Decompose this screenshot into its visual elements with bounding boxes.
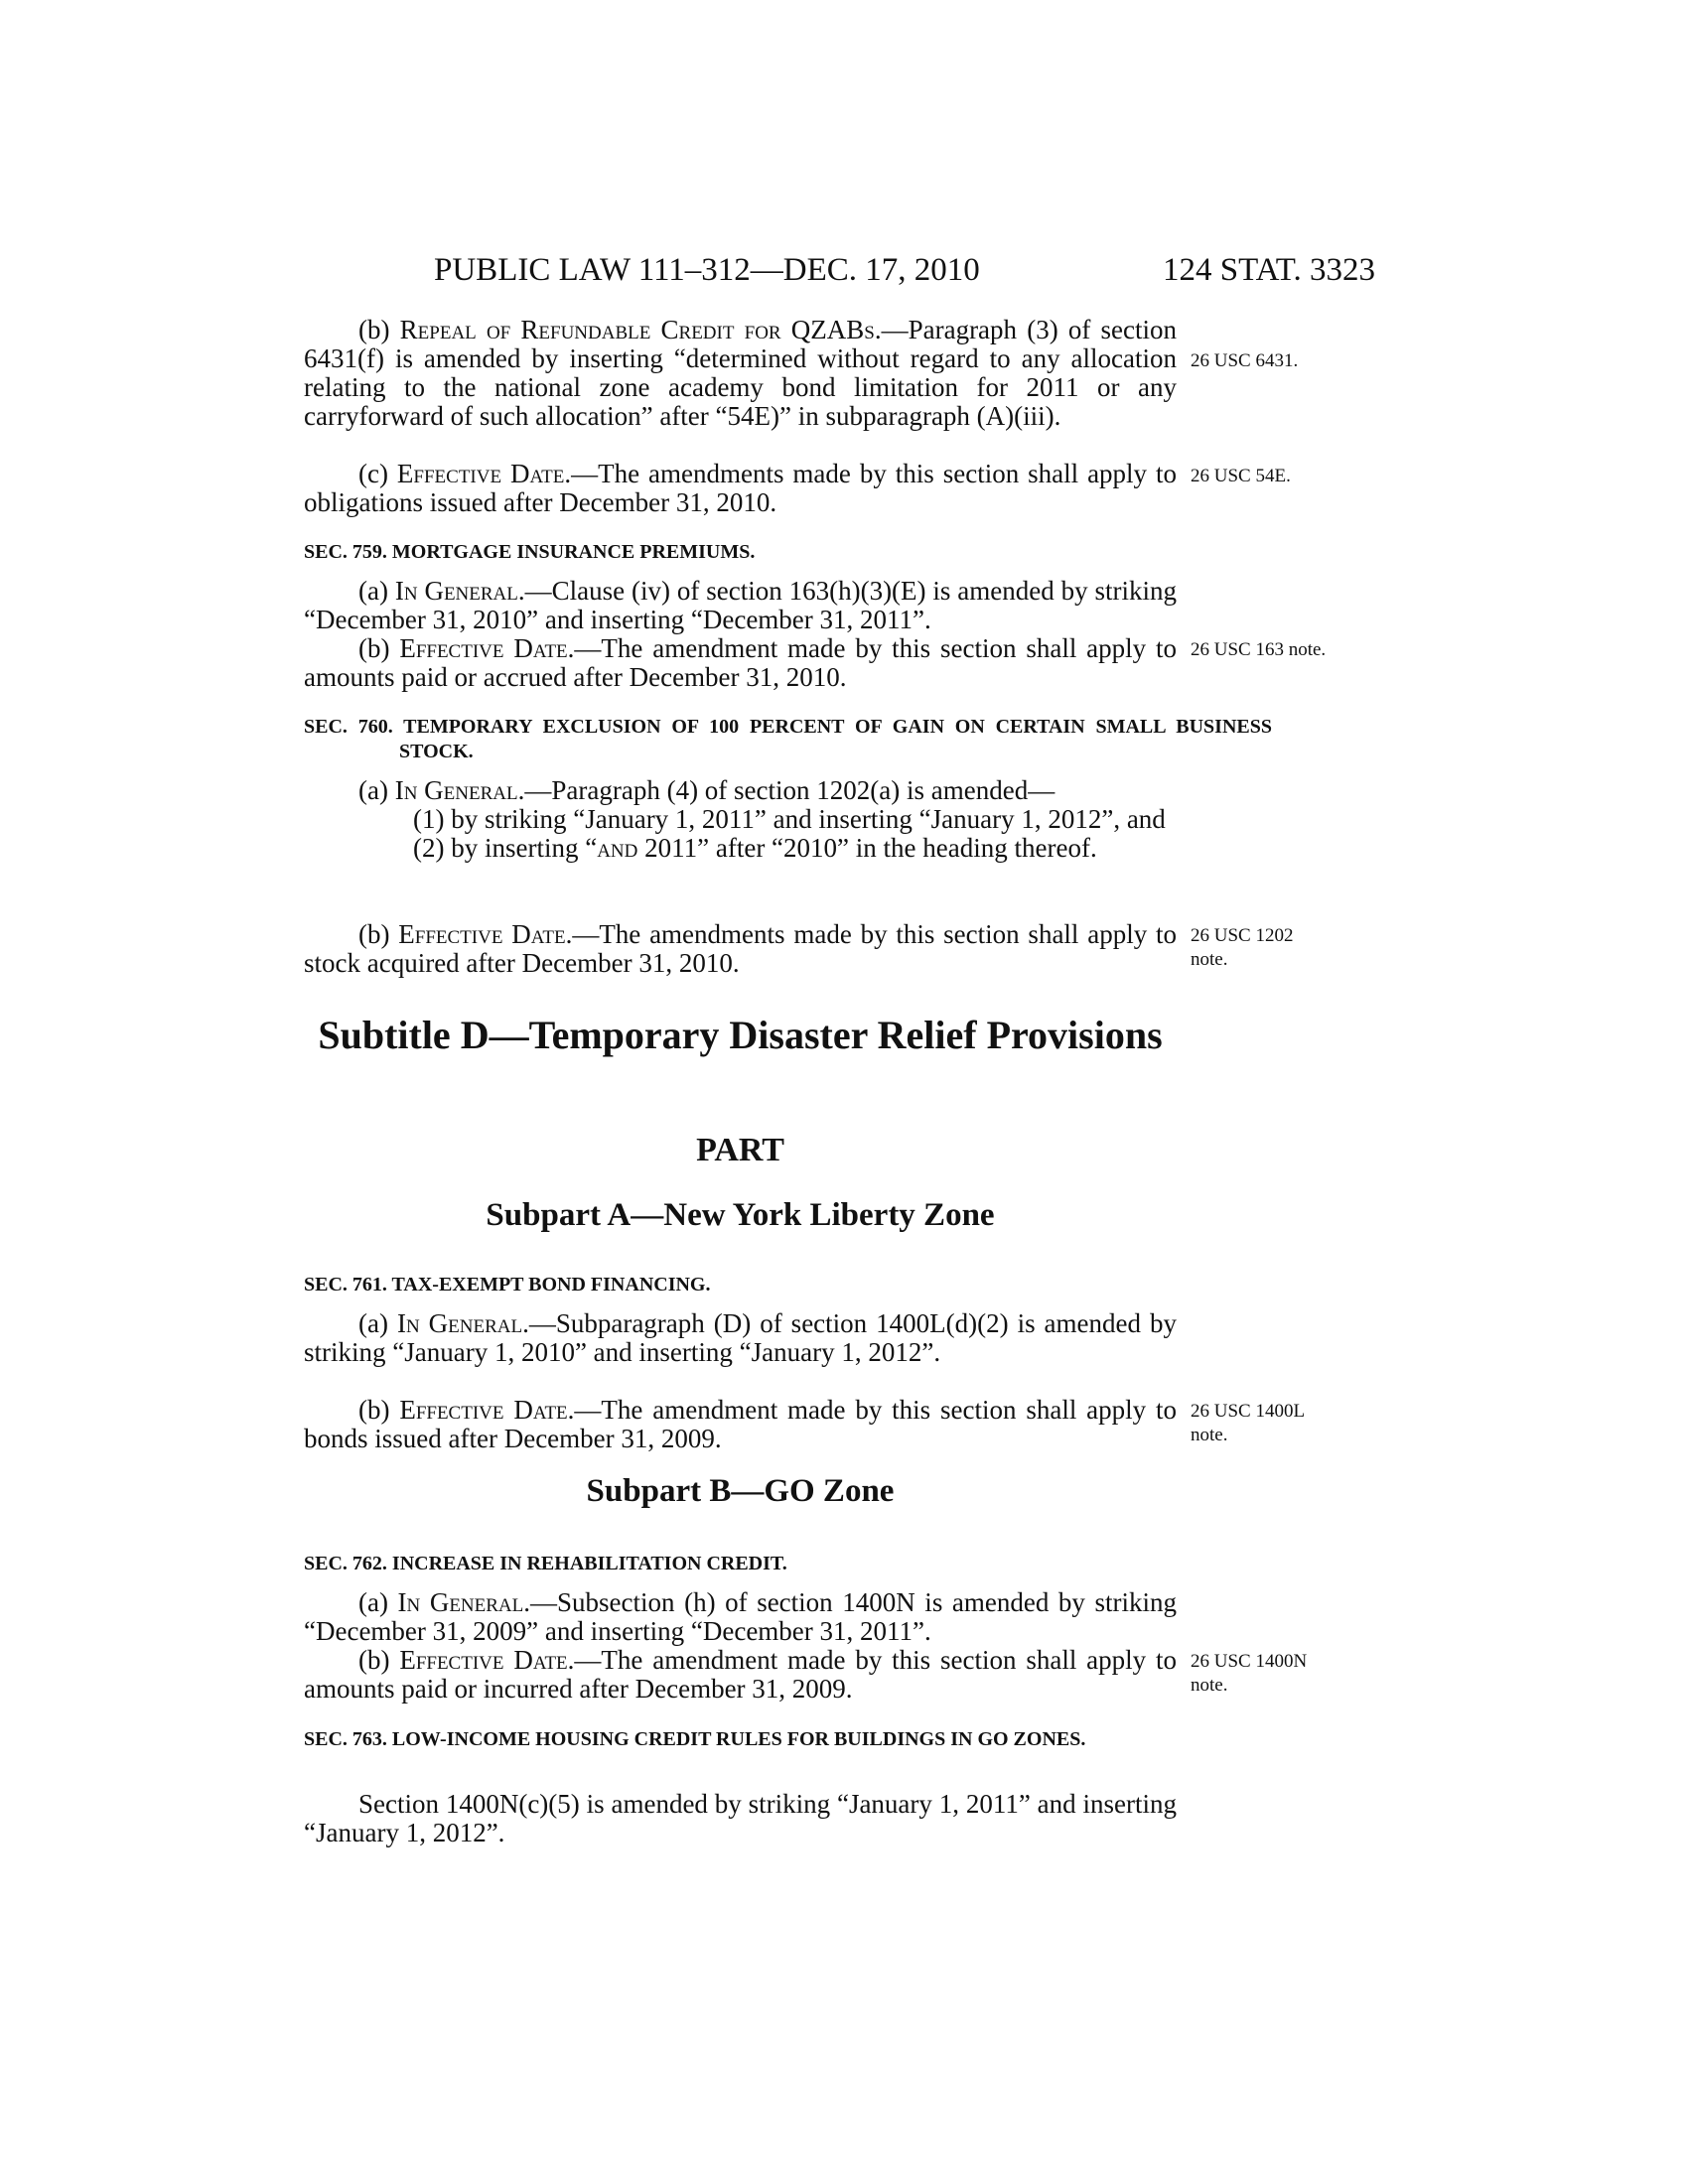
sec761-a-paragraph: (a) In General.—Subparagraph (D) of section 1400L(d)(2) is amended by striking “January 1, 2010” and inserting “January 1, 2012”. — [304, 1308, 1177, 1367]
sec760-b-paragraph: (b) Effective Date.—The amendments made by this section shall apply to stock acquired after December 31, 2010. — [304, 919, 1177, 978]
margin-note-6431: 26 USC 6431. — [1191, 350, 1299, 371]
list-item: (1) by striking “January 1, 2011” and inserting “January 1, 2012”, and — [413, 804, 1166, 834]
subpart-b-heading: Subpart B—GO Zone — [586, 1473, 895, 1509]
running-header — [434, 252, 1375, 292]
subsection-heading: In General — [397, 1587, 524, 1617]
subsection-heading: Repeal of Refundable Credit for QZABs — [399, 315, 875, 344]
list-item: (2) by inserting “and 2011” after “2010” in the heading thereof. — [413, 833, 1097, 863]
subsection-heading: Effective Date — [398, 919, 566, 949]
section-heading-759: SEC. 759. MORTGAGE INSURANCE PREMIUMS. — [304, 541, 756, 563]
section-heading-762: SEC. 762. INCREASE IN REHABILITATION CREDIT. — [304, 1553, 787, 1574]
sec762-b-paragraph: (b) Effective Date.—The amendment made by this section shall apply to amounts paid or incurred after December 31, 2009. — [304, 1645, 1178, 1704]
margin-note-1202: 26 USC 1202 note. — [1191, 925, 1294, 970]
subsection-heading: In General — [394, 775, 518, 805]
sec762-a-paragraph: (a) In General.—Subsection (h) of section 1400N is amended by striking “December 31, 2009” and inserting “December 31, 2011”. — [304, 1587, 1177, 1646]
section-heading-763: SEC. 763. LOW-INCOME HOUSING CREDIT RULES FOR BUILDINGS IN GO ZONES. — [304, 1728, 1086, 1750]
section-heading-760: SEC. 760. TEMPORARY EXCLUSION OF 100 PERCENT OF GAIN ON CERTAIN SMALL BUSINESS STOCK. — [304, 716, 1272, 762]
section-heading-761: SEC. 761. TAX-EXEMPT BOND FINANCING. — [304, 1274, 711, 1296]
subsection-heading: Effective Date — [396, 459, 565, 488]
subsection-heading: In General — [394, 576, 518, 606]
margin-note-54e: 26 USC 54E. — [1191, 466, 1291, 486]
subtitle-heading: Subtitle D—Temporary Disaster Relief Provisions — [318, 1013, 1163, 1057]
part-heading: PART — [696, 1132, 784, 1168]
subpart-a-heading: Subpart A—New York Liberty Zone — [486, 1197, 995, 1233]
header-title: PUBLIC LAW 111–312—DEC. 17, 2010 — [434, 252, 980, 288]
sec759-b-paragraph: (b) Effective Date.—The amendment made by this section shall apply to amounts paid or accrued after December 31, 2010. — [304, 633, 1178, 692]
header-stat-page: 124 STAT. 3323 — [1162, 252, 1375, 288]
sec758-b-paragraph: (b) Repeal of Refundable Credit for QZABs.—Paragraph (3) of section 6431(f) is amended by inserting “determined without regard to any allocation relating to the national zone academy bond limitation for 2011 or any carryforward of such allocation” after “54E)” in subparagraph (A)(iii). — [304, 315, 1178, 431]
sec759-a-paragraph: (a) In General.—Clause (iv) of section 163(h)(3)(E) is amended by striking “December 31, 2010” and inserting “December 31, 2011”. — [304, 576, 1178, 634]
sec760-a-paragraph: (a) In General.—Paragraph (4) of section 1202(a) is amended— (1) by striking “January 1, 2011” and inserting “January 1, 2012”, and (2) by inserting “and 2011” after “2010” in the heading thereof. — [304, 776, 1177, 863]
sec763-paragraph: Section 1400N(c)(5) is amended by striking “January 1, 2011” and inserting “January 1, 2012”. — [304, 1789, 1177, 1847]
subsection-heading: Effective Date — [399, 1395, 568, 1425]
sec761-b-paragraph: (b) Effective Date.—The amendment made by this section shall apply to bonds issued after December 31, 2009. — [304, 1395, 1178, 1453]
margin-note-1400l: 26 USC 1400L note. — [1191, 1401, 1305, 1445]
subsection-heading: In General — [396, 1308, 523, 1338]
margin-note-1400n: 26 USC 1400N note. — [1191, 1651, 1308, 1696]
sec758-c-paragraph: (c) Effective Date.—The amendments made by this section shall apply to obligations issued after December 31, 2010. — [304, 459, 1178, 517]
subsection-heading: Effective Date — [399, 1645, 568, 1675]
margin-note-163: 26 USC 163 note. — [1191, 639, 1327, 660]
subsection-heading: Effective Date — [399, 633, 568, 663]
